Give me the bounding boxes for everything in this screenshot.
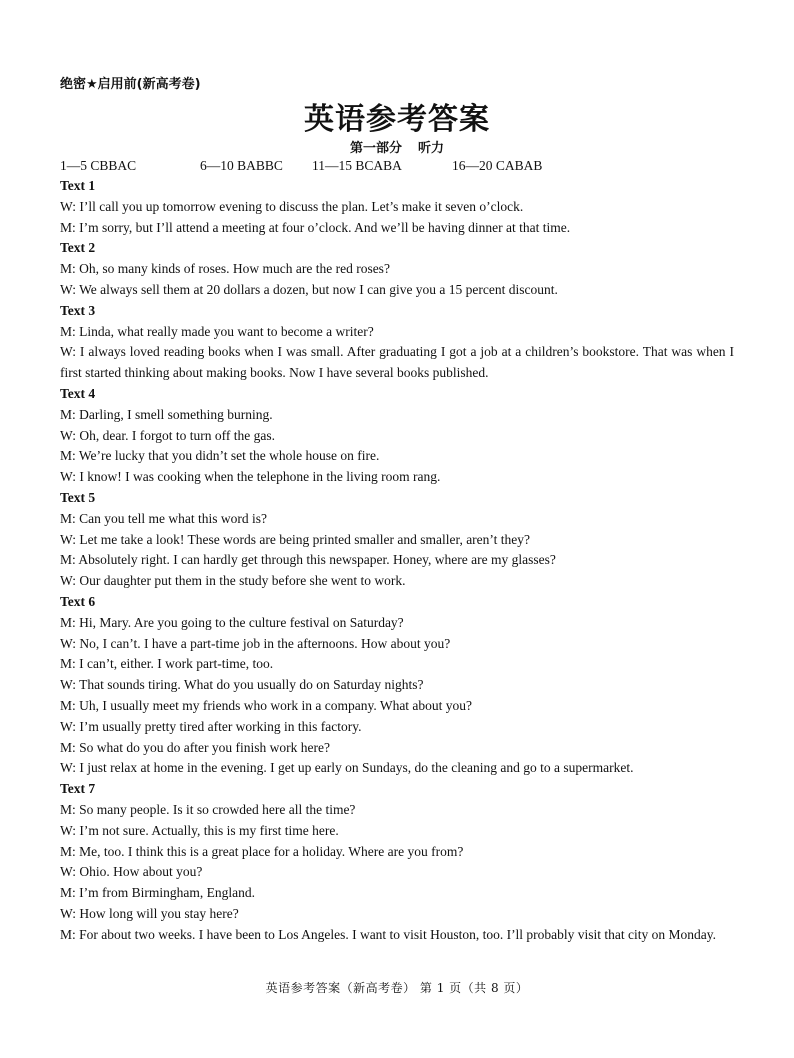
dialogue-line: W: That sounds tiring. What do you usually do on Saturday nights? [60,677,424,693]
dialogue-line: W: No, I can’t. I have a part-time job in the afternoons. How about you? [60,635,451,651]
dialogue-line: M: We’re lucky that you didn’t set the whole house on fire. [60,448,380,464]
dialogue-line: M: Hi, Mary. Are you going to the culture festival on Saturday? [60,614,404,630]
dialogue-line: M: I can’t, either. I work part-time, too. [60,656,274,672]
dialogue-line: M: Oh, so many kinds of roses. How much are the red roses? [60,261,390,277]
text-heading: Text 7 [60,781,96,797]
dialogue-line: M: Absolutely right. I can hardly get through this newspaper. Honey, where are my glasses? [60,552,556,568]
text-heading: Text 2 [60,240,96,256]
dialogue-line: W: How long will you stay here? [60,905,239,921]
answer-group: 11—15 BCABA [312,158,402,173]
dialogue-line: M: Uh, I usually meet my friends who work in a company. What about you? [60,697,473,713]
text-heading: Text 5 [60,489,96,505]
answer-group: 1—5 CBBAC [60,158,137,173]
dialogue-line: W: Let me take a look! These words are being printed smaller and smaller, aren’t they? [60,531,531,547]
dialogue-line: W: Ohio. How about you? [60,864,203,880]
dialogue-line: M: Me, too. I think this is a great place for a holiday. Where are you from? [60,843,464,859]
dialogue-line: M: So many people. Is it so crowded here all the time? [60,801,356,817]
dialogue-line: M: Can you tell me what this word is? [60,510,267,526]
answer-group: 16—20 CABAB [452,158,543,173]
dialogue-line: W: We always sell them at 20 dollars a dozen, but now I can give you a 15 percent discount. [60,281,558,297]
dialogue-line: M: For about two weeks. I have been to Los Angeles. I want to visit Houston, too. I’ll probably visit that city on Monday. [60,926,717,942]
answer-key-row [60,156,740,176]
text-heading: Text 6 [60,593,96,609]
page-footer: 英语参考答案（新高考卷） 第 1 页（共 8 页） [265,981,529,995]
dialogue-line: M: I’m sorry, but I’ll attend a meeting at four o’clock. And we’ll be having dinner at that time. [60,219,571,235]
section-name: 听力 [418,141,445,156]
section-number: 第一部分 [349,141,402,156]
listening-transcript [60,176,734,945]
dialogue-line: W: I’m not sure. Actually, this is my first time here. [60,822,339,838]
dialogue-line: M: I’m from Birmingham, England. [60,885,255,901]
dialogue-line: W: I know! I was cooking when the telephone in the living room rang. [60,469,441,485]
dialogue-line: W: Our daughter put them in the study before she went to work. [60,573,406,589]
text-heading: Text 4 [60,385,96,401]
dialogue-line: M: So what do you do after you finish work here? [60,739,330,755]
dialogue-line: M: Darling, I smell something burning. [60,406,273,422]
dialogue-line: W: Oh, dear. I forgot to turn off the gas. [60,427,275,443]
answer-group: 6—10 BABBC [200,158,283,173]
text-heading: Text 3 [60,302,96,318]
dialogue-line: W: I’m usually pretty tired after working in this factory. [60,718,362,734]
dialogue-line: W: I’ll call you up tomorrow evening to discuss the plan. Let’s make it seven o’clock. [60,198,524,214]
dialogue-line: M: Linda, what really made you want to become a writer? [60,323,374,339]
page-title: 英语参考答案 [304,102,490,137]
confidential-mark: 绝密★启用前(新高考卷) [60,77,201,92]
dialogue-line: W: I just relax at home in the evening. I get up early on Sundays, do the cleaning and go to a supermarket. [60,760,634,776]
text-heading: Text 1 [60,178,96,193]
dialogue-line: W: I always loved reading books when I was small. After graduating I got a job at a children’s bookstore. That was when I first started thinking about making books. Now I have several books published. [60,344,734,381]
section-heading [0,137,794,156]
